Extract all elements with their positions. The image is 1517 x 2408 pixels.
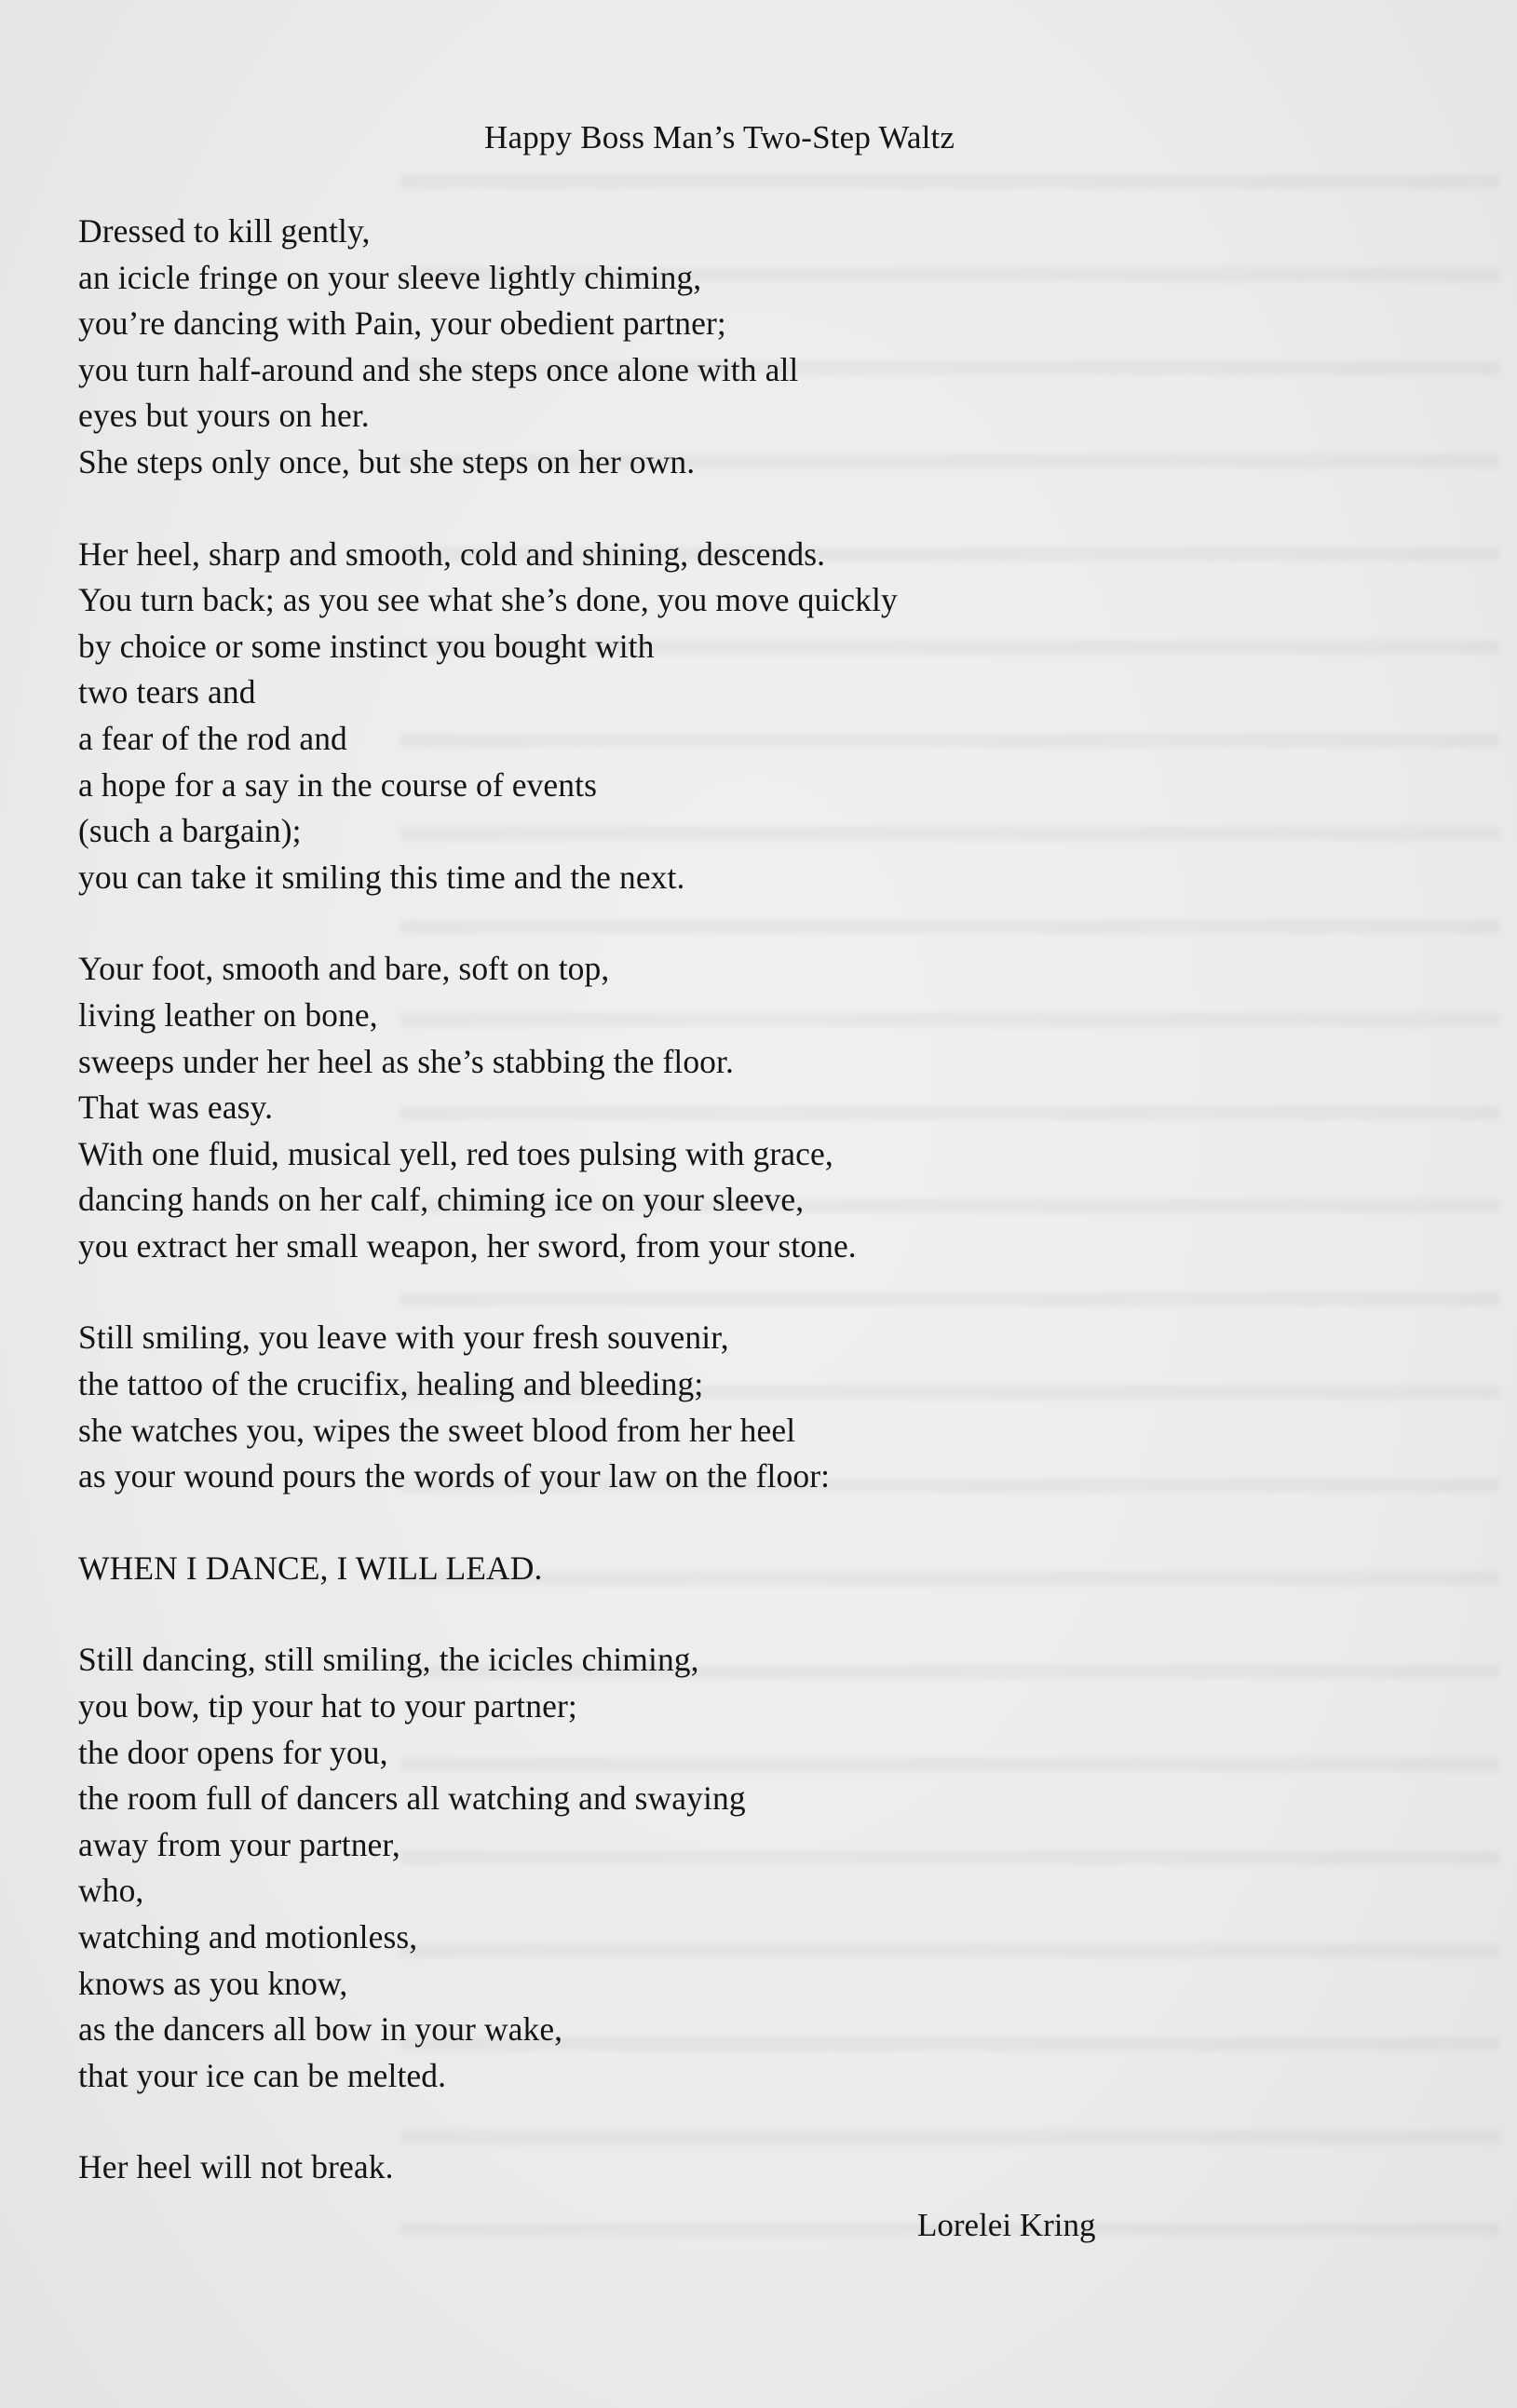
poem-line: Dressed to kill gently, [78,212,371,250]
poem-line: that your ice can be melted. [78,2056,447,2094]
poem-line: You turn back; as you see what she’s done, you move quickly [78,581,898,619]
stanza [78,1546,1382,1592]
stanza [78,532,1382,901]
poem-line: dancing hands on her calf, chiming ice on your sleeve, [78,1181,805,1219]
poem-line: WHEN I DANCE, I WILL LEAD. [78,1549,543,1587]
poem-line: living leather on bone, [78,995,378,1034]
poem-line: by choice or some instinct you bought with [78,627,655,665]
poem-line: the room full of dancers all watching and swaying [78,1779,746,1818]
poem-line: Still dancing, still smiling, the icicles chiming, [78,1641,699,1679]
stanza [78,1315,1382,1499]
poem-line: the tattoo of the crucifix, healing and bleeding; [78,1365,704,1403]
poem-line: Your foot, smooth and bare, soft on top, [78,950,610,988]
poem-line: watching and motionless, [78,1918,418,1955]
poem-line: With one fluid, musical yell, red toes pulsing with grace, [78,1134,833,1172]
stanza [78,1637,1382,2099]
poem-line: as your wound pours the words of your law on the floor: [78,1457,831,1495]
poem-line: Her heel will not break. [78,2148,394,2186]
poem-line: away from your partner, [78,1825,400,1863]
poem-line: you bow, tip your hat to your partner; [78,1687,577,1725]
stanza [78,946,1382,1269]
poem-line: a hope for a say in the course of events [78,765,598,804]
poem-line: knows as you know, [78,1964,348,2002]
stanza [78,209,1382,486]
poem-line: you turn half-around and she steps once alone with all [78,350,799,388]
poem-line: as the dancers all bow in your wake, [78,2010,563,2049]
poem-line: you extract her small weapon, her sword, from your stone. [78,1226,857,1265]
poem-line: That was easy. [78,1089,274,1127]
poem-line: She steps only once, but she steps on her own. [78,442,696,480]
author-name: Lorelei Kring [917,2207,1096,2243]
poem-line: who, [78,1872,144,1910]
poem-line: she watches you, wipes the sweet blood from her heel [78,1411,796,1449]
stanza [78,2144,1382,2191]
poem-line: Still smiling, you leave with your fresh souvenir, [78,1319,729,1357]
poem-line: two tears and [78,673,256,711]
poem-line: Her heel, sharp and smooth, cold and shining, descends. [78,534,826,573]
poem-line: you’re dancing with Pain, your obedient partner; [78,304,726,343]
poem-line: sweeps under her heel as she’s stabbing the floor. [78,1042,734,1080]
poem-body [78,209,1382,2237]
poem-line: eyes but yours on her. [78,397,370,435]
poem-line: an icicle fringe on your sleeve lightly chiming, [78,258,702,296]
poem-line: the door opens for you, [78,1733,388,1771]
poem-line: you can take it smiling this time and the next. [78,858,685,896]
poem-line: (such a bargain); [78,812,302,850]
poem-line: a fear of the rod and [78,719,347,757]
poem-title: Happy Boss Man’s Two-Step Waltz [484,119,955,156]
